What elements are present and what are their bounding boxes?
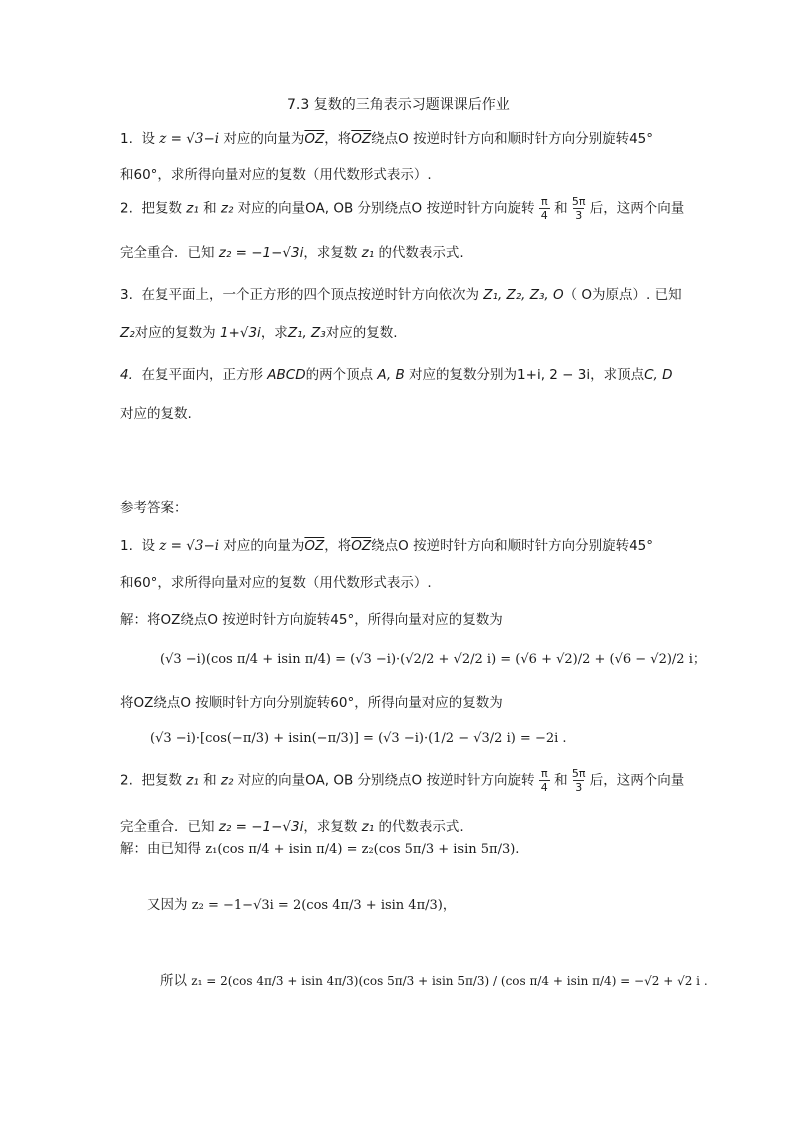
answer-question-2-line-2: 完全重合．已知 z₂ = −1−√3i，求复数 z₁ 的代数表示式. bbox=[120, 819, 464, 835]
answer-question-1-line-1: 1. 设 z = √3−i 对应的向量为$\overline{OZ}$，将$\overline{OZ}$绕点O 按逆时针方向和顺时针方向分别旋转45° bbox=[120, 538, 654, 554]
answer-question-1-line-2: 和60°，求所得向量对应的复数（用代数形式表示）. bbox=[120, 575, 432, 591]
solution-1-formula: (√3 −i)(cos π/4 + isin π/4) = (√3 −i)·(√2/2 + √2/2 i) = (√6 + √2)/2 + (√6 − √2)/2 i； bbox=[160, 652, 706, 667]
answer-question-2-line-1: 2. 把复数 z₁ 和 z₂ 对应的向量OA, OB 分别绕点O 按逆时针方向旋转 $\frac{\pi}{4}$ 和 $\frac{5\pi}{3}$ 后，这两个向量 bbox=[120, 767, 685, 794]
solution-1-intro: 解：将OZ绕点O 按逆时针方向旋转45°，所得向量对应的复数为 bbox=[120, 612, 503, 628]
question-4-line-1: 4. 在复平面内，正方形 ABCD的两个顶点 A, B 对应的复数分别为1+i, 2 − 3i，求顶点C, D bbox=[120, 367, 673, 383]
question-2-line-2: 完全重合．已知 z₂ = −1−√3i，求复数 z₁ 的代数表示式. bbox=[120, 245, 464, 261]
question-1-line-1: 1. 设 z = √3−i 对应的向量为$\overline{OZ}$，将$\overline{OZ}$绕点O 按逆时针方向和顺时针方向分别旋转45° bbox=[120, 131, 654, 147]
solution-2-line-3: 所以 z₁ = 2(cos 4π/3 + isin 4π/3)(cos 5π/3 + isin 5π/3) / (cos π/4 + isin π/4) = −√2 + √2 i . bbox=[160, 973, 708, 989]
question-3-line-1: 3. 在复平面上，一个正方形的四个顶点按逆时针方向依次为 Z₁, Z₂, Z₃, O（ O为原点）. 已知 bbox=[120, 287, 682, 303]
question-4-line-2: 对应的复数. bbox=[120, 406, 192, 422]
solution-2-line-2: 又因为 z₂ = −1−√3i = 2(cos 4π/3 + isin 4π/3)， bbox=[147, 897, 456, 913]
solution-1-formula-2: (√3 −i)·[cos(−π/3) + isin(−π/3)] = (√3 −i)·(1/2 − √3/2 i) = −2i . bbox=[150, 731, 567, 746]
solution-2-line-1: 解：由已知得 z₁(cos π/4 + isin π/4) = z₂(cos 5π/3 + isin 5π/3). bbox=[120, 841, 520, 857]
page-title: 7.3 复数的三角表示习题课课后作业 bbox=[287, 97, 510, 113]
question-1-line-2: 和60°，求所得向量对应的复数（用代数形式表示）. bbox=[120, 167, 432, 183]
solution-1-intro-2: 将OZ绕点O 按顺时针方向分别旋转60°，所得向量对应的复数为 bbox=[120, 695, 503, 711]
question-2-line-1: 2. 把复数 z₁ 和 z₂ 对应的向量OA, OB 分别绕点O 按逆时针方向旋转 $\frac{\pi}{4}$ 和 $\frac{5\pi}{3}$ 后，这两个向量 bbox=[120, 195, 685, 222]
answers-heading: 参考答案： bbox=[120, 500, 188, 516]
question-3-line-2: Z₂对应的复数为 1+√3i，求Z₁, Z₃对应的复数. bbox=[120, 325, 398, 341]
